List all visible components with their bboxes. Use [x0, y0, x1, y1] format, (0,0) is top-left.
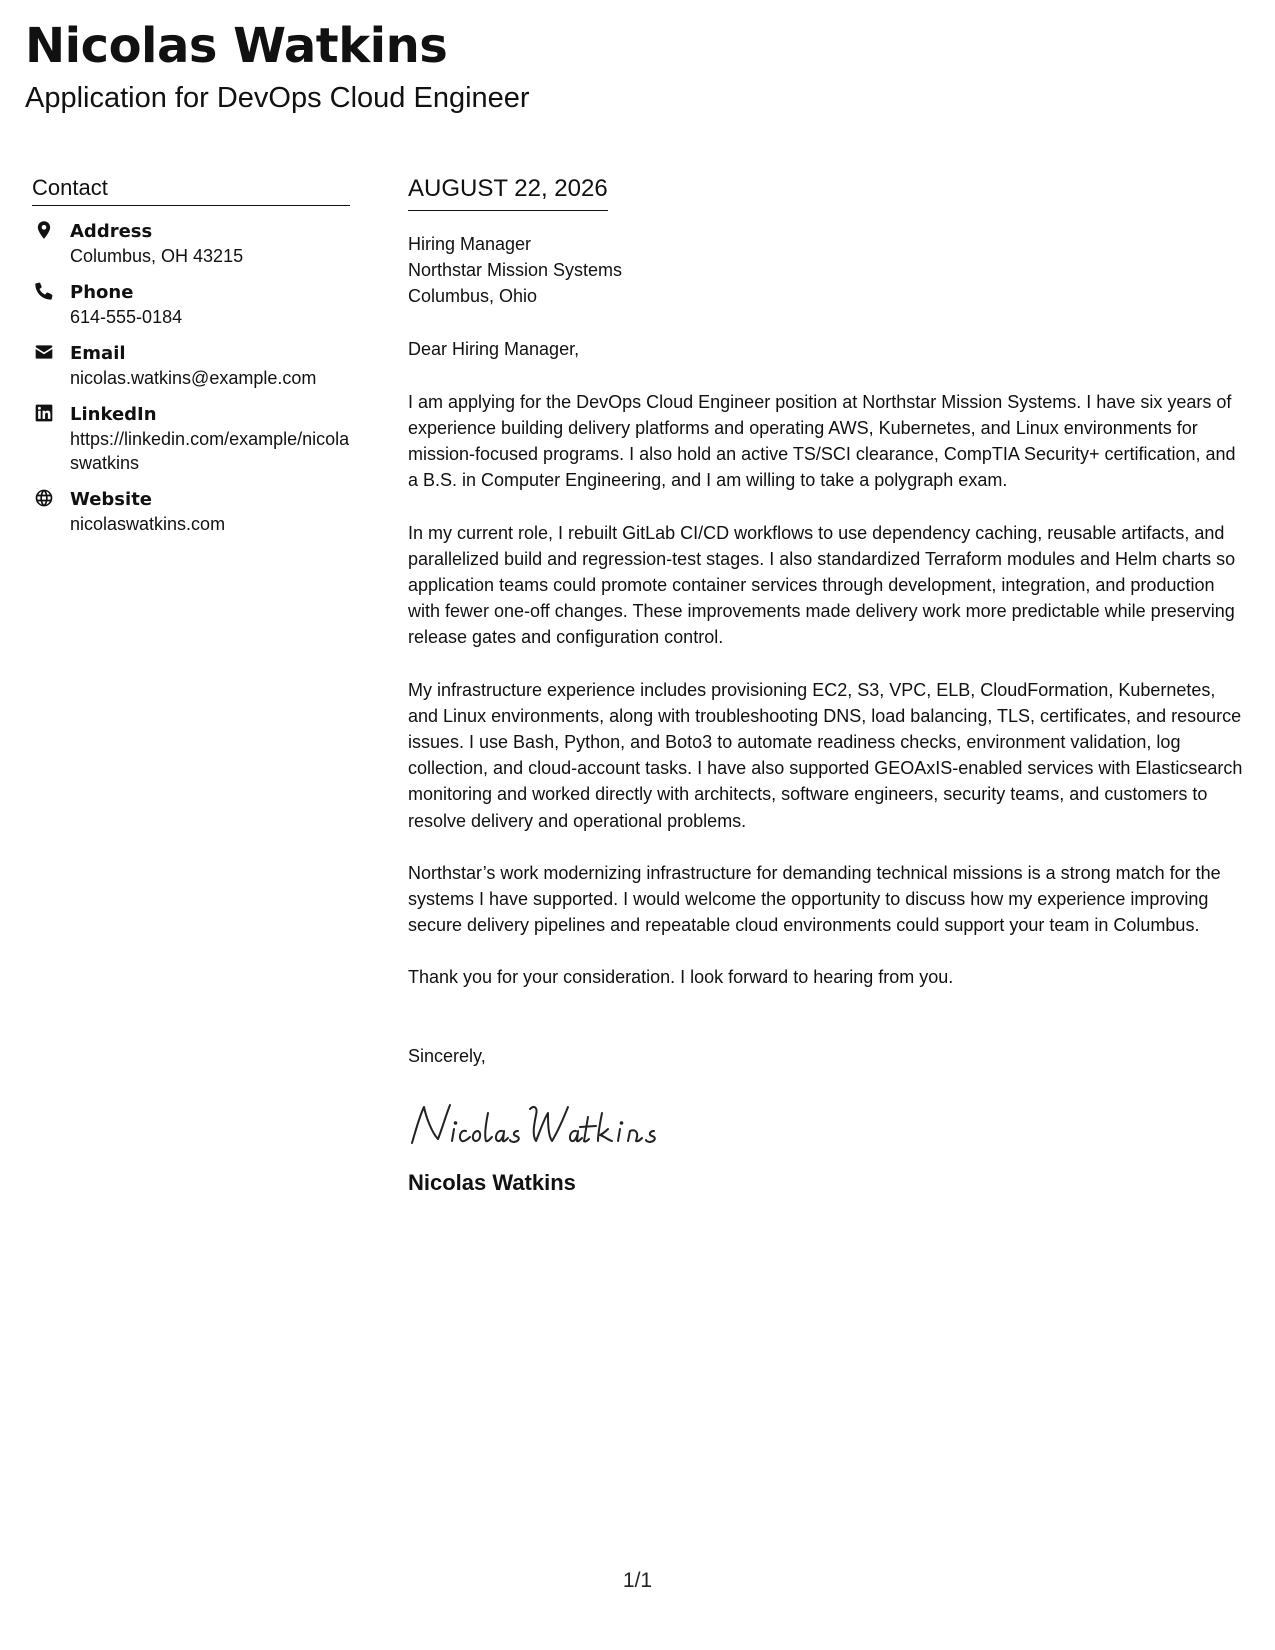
contact-item-website	[32, 488, 352, 536]
recipient-block	[408, 231, 1248, 309]
contact-label: Address	[70, 221, 153, 243]
letter-paragraph: I am applying for the DevOps Cloud Engineer position at Northstar Mission Systems. I have six years of experience building delivery platforms and operating AWS, Kubernetes, and Linux environments for mission-focused programs. I also hold an active TS/SCI clearance, CompTIA Security+ certification, and a B.S. in Computer Engineering, and I am willing to take a polygraph exam.	[408, 391, 1236, 491]
contact-item-linkedin	[32, 403, 352, 475]
envelope-icon	[32, 342, 56, 364]
closing: Sincerely,	[408, 1045, 486, 1066]
contact-email-value[interactable]: nicolas.watkins@example.com	[70, 368, 317, 389]
contact-label: LinkedIn	[70, 404, 157, 426]
letter-date: AUGUST 22, 2026	[408, 175, 608, 211]
signer-name: Nicolas Watkins	[408, 1169, 576, 1195]
recipient-location: Columbus, Ohio	[408, 285, 538, 306]
contact-item-address	[32, 220, 352, 268]
letter-paragraph: Northstar’s work modernizing infrastructure for demanding technical missions is a strong match for the systems I have supported. I would welcome the opportunity to discuss how my experience improving secure delivery pipelines and repeatable cloud environments could support your team in Columbus.	[408, 862, 1221, 936]
applicant-name: Nicolas Watkins	[25, 18, 448, 74]
phone-icon	[32, 281, 56, 303]
cover-letter-body	[408, 175, 1248, 1197]
linkedin-icon	[32, 403, 56, 425]
contact-website-value[interactable]: nicolaswatkins.com	[70, 514, 226, 535]
recipient-title: Hiring Manager	[408, 233, 532, 254]
letter-paragraph: My infrastructure experience includes provisioning EC2, S3, VPC, ELB, CloudFormation, Kubernetes, and Linux environments, along with troubleshooting DNS, load balancing, TLS, certificates, and resource issues. I use Bash, Python, and Boto3 to automate readiness checks, environment validation, log collection, and cloud-account tasks. I have also supported GEOAxIS-enabled services with Elasticsearch monitoring and worked directly with architects, software engineers, security teams, and customers to resolve delivery and operational problems.	[408, 679, 1243, 831]
contact-label: Email	[70, 343, 126, 365]
signature-image	[408, 1099, 668, 1151]
page-number: 1/1	[622, 1569, 653, 1592]
application-subtitle: Application for DevOps Cloud Engineer	[25, 82, 530, 114]
recipient-company: Northstar Mission Systems	[408, 259, 623, 280]
letter-paragraph: Thank you for your consideration. I look forward to hearing from you.	[408, 967, 954, 988]
globe-icon	[32, 488, 56, 510]
handwritten-signature	[408, 1099, 1248, 1151]
letter-paragraph: In my current role, I rebuilt GitLab CI/CD workflows to use dependency caching, reusable artifacts, and parallelized build and regression-test stages. I also standardized Terraform modules and Helm charts so application teams could promote container services through development, integration, and production with fewer one-off changes. These improvements made delivery work more predictable while preserving release gates and configuration control.	[408, 522, 1236, 648]
contact-heading: Contact	[32, 175, 350, 206]
contact-label: Website	[70, 489, 153, 511]
contact-item-email	[32, 342, 352, 390]
contact-item-phone	[32, 281, 352, 329]
contact-address-value: Columbus, OH 43215	[70, 246, 244, 267]
contact-label: Phone	[70, 282, 134, 304]
map-pin-icon	[32, 220, 56, 242]
contact-sidebar	[32, 175, 352, 549]
salutation: Dear Hiring Manager,	[408, 338, 580, 359]
contact-phone-value[interactable]: 614-555-0184	[70, 307, 183, 328]
contact-linkedin-value[interactable]: https://linkedin.com/example/nicolaswatkins	[70, 429, 350, 474]
